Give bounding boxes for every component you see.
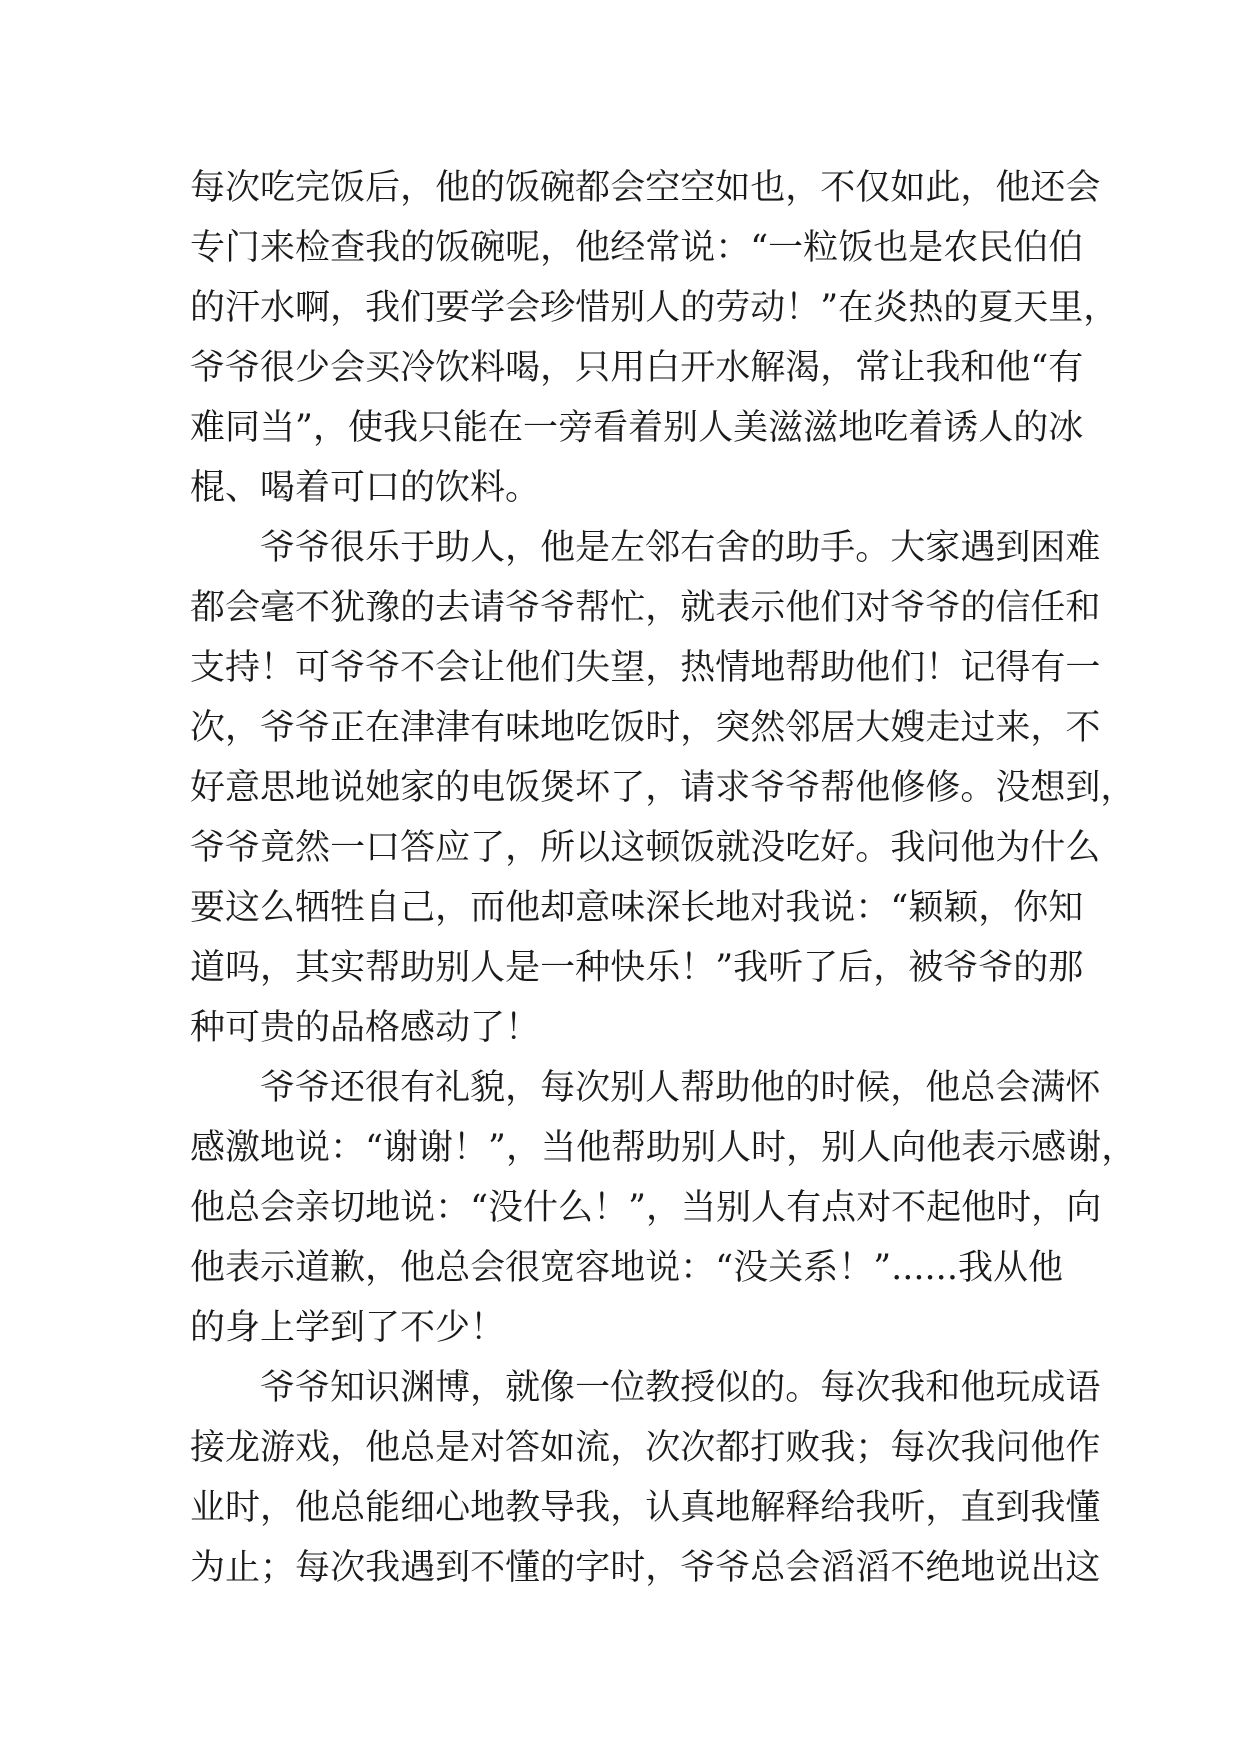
text-line: 种可贵的品格感动了！ [190,1008,541,1048]
text-line: 爷 爷 很 少 会 买 冷 饮 料 喝 ， 只 用 白 开 水 解 渴 ， 常 让 我 和 他 “ 有 [190,348,1084,388]
text-line: 爷 爷 知 识 渊 博 ， 就 像 一 位 教 授 似 的 。 每 次 我 和 他 玩 成 语 [260,1368,1101,1408]
text-line: 爷 爷 还 很 有 礼 貌 ， 每 次 别 人 帮 助 他 的 时 候 ， 他 总 会 满 怀 [260,1068,1101,1108]
text-line: 业 时 ， 他 总 能 细 心 地 教 导 我 ， 认 真 地 解 释 给 我 听 ， 直 到 我 懂 [190,1488,1101,1528]
text-line: 棍、喝着可口的饮料。 [190,468,541,508]
text-line: 他 表 示 道 歉 ， 他 总 会 很 宽 容 地 说 ： “ 没 关 系 ！ ” . . . . . . 我 从 他 [190,1248,1063,1288]
text-line: 他 总 会 亲 切 地 说 ： “ 没 什 么 ！ ” ， 当 别 人 有 点 对 不 起 他 时 ， 向 [190,1188,1102,1228]
text-line: 专 门 来 检 查 我 的 饭 碗 呢 ， 他 经 常 说 ： “ 一 粒 饭 也 是 农 民 伯 伯 [190,228,1084,268]
text-line: 道 吗 ， 其 实 帮 助 别 人 是 一 种 快 乐 ！ ” 我 听 了 后 ， 被 爷 爷 的 那 [190,948,1084,988]
text-line: 接 龙 游 戏 ， 他 总 是 对 答 如 流 ， 次 次 都 打 败 我 ； 每 次 我 问 他 作 [190,1428,1101,1468]
text-line: 每 次 吃 完 饭 后 ， 他 的 饭 碗 都 会 空 空 如 也 ， 不 仅 如 此 ， 他 还 会 [190,168,1101,208]
text-line: 支 持 ！ 可 爷 爷 不 会 让 他 们 失 望 ， 热 情 地 帮 助 他 们 ！ 记 得 有 一 [190,648,1101,688]
text-line: 好 意 思 地 说 她 家 的 电 饭 煲 坏 了 ， 请 求 爷 爷 帮 他 修 修 。 没 想 到 ， [190,768,1136,808]
document-body [190,158,1137,1598]
text-line: 的身上学到了不少！ [190,1308,506,1348]
text-line: 爷 爷 很 乐 于 助 人 ， 他 是 左 邻 右 舍 的 助 手 。 大 家 遇 到 困 难 [260,528,1101,568]
text-line: 为 止 ； 每 次 我 遇 到 不 懂 的 字 时 ， 爷 爷 总 会 滔 滔 不 绝 地 说 出 这 [190,1548,1101,1588]
text-line: 要 这 么 牺 牲 自 己 ， 而 他 却 意 味 深 长 地 对 我 说 ： “ 颖 颖 ， 你 知 [190,888,1084,928]
text-line: 的 汗 水 啊 ， 我 们 要 学 会 珍 惜 别 人 的 劳 动 ！ ” 在 炎 热 的 夏 天 里 ， [190,288,1119,328]
text-line: 感 激 地 说 ： “ 谢 谢 ！ ” ， 当 他 帮 助 别 人 时 ， 别 人 向 他 表 示 感 谢 ， [190,1128,1137,1168]
text-line: 次 ， 爷 爷 正 在 津 津 有 味 地 吃 饭 时 ， 突 然 邻 居 大 嫂 走 过 来 ， 不 [190,708,1101,748]
text-line: 爷 爷 竟 然 一 口 答 应 了 ， 所 以 这 顿 饭 就 没 吃 好 。 我 问 他 为 什 么 [190,828,1101,868]
text-line: 都 会 毫 不 犹 豫 的 去 请 爷 爷 帮 忙 ， 就 表 示 他 们 对 爷 爷 的 信 任 和 [190,588,1101,628]
text-line: 难 同 当 ” ， 使 我 只 能 在 一 旁 看 着 别 人 美 滋 滋 地 吃 着 诱 人 的 冰 [190,408,1084,448]
